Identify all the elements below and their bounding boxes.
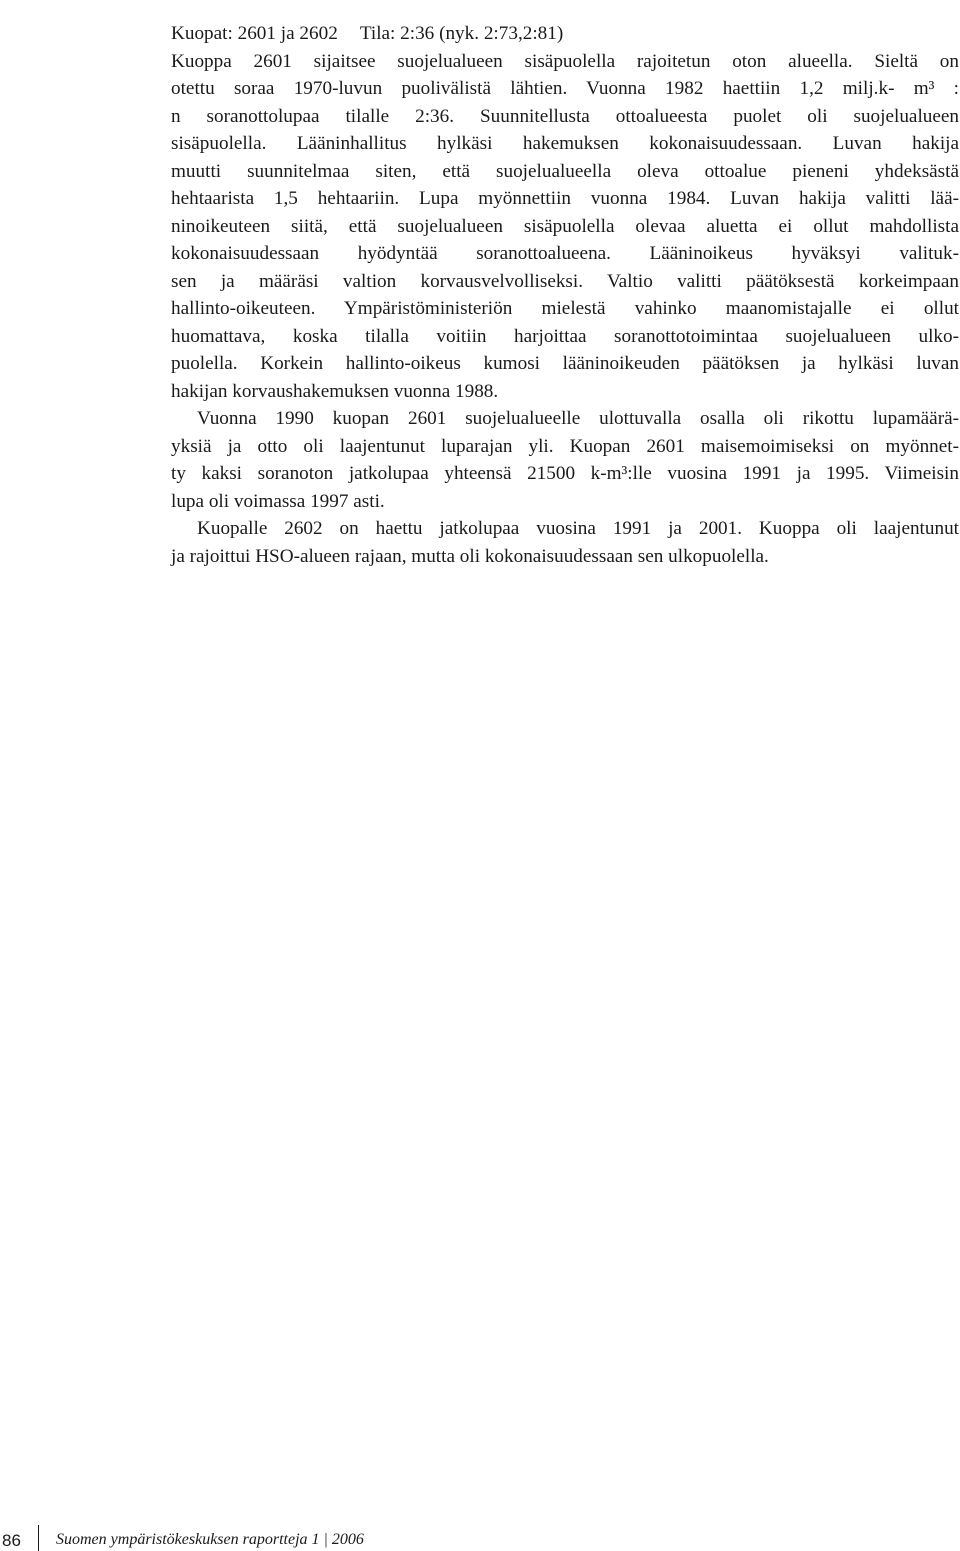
- paragraph-line: muutti suunnitelmaa siten, että suojelualueella oleva ottoalue pieneni yhdeksästä: [171, 160, 959, 182]
- paragraph-line: huomattava, koska tilalla voitiin harjoittaa soranottotoimintaa suojelualueen ulko-: [171, 325, 959, 347]
- paragraph-line: sen ja määräsi valtion korvausvelvolliseksi. Valtio valitti päätöksestä korkeimpaan: [171, 270, 959, 292]
- paragraph-line: puolella. Korkein hallinto-oikeus kumosi lääninoikeuden päätöksen ja hylkäsi luvan: [171, 353, 959, 374]
- heading-estate: Tila: 2:36 (nyk. 2:73,2:81): [359, 23, 564, 44]
- series-name: Suomen ympäristökeskuksen raportteja 1: [56, 1531, 320, 1548]
- paragraph-3: [171, 515, 959, 570]
- section-heading: [171, 20, 959, 48]
- paragraph-line: lupa oli voimassa 1997 asti.: [171, 490, 385, 512]
- paragraph-line: ninoikeuteen siitä, että suojelualueen sisäpuolella olevaa aluetta ei ollut mahdollista: [171, 215, 959, 237]
- paragraph-1: [171, 48, 959, 406]
- paragraph-line: ty kaksi soranoton jatkolupaa yhteensä 21500 k-m³:lle vuosina 1991 ja 1995. Viimeisin: [171, 463, 959, 484]
- paragraph-line: yksiä ja otto oli laajentunut luparajan yli. Kuopan 2601 maisemoimiseksi on myönnet-: [171, 435, 959, 457]
- page-number: 86: [2, 1531, 21, 1550]
- paragraph-line: hehtaarista 1,5 hehtaariin. Lupa myönnettiin vuonna 1984. Luvan hakija valitti lää-: [171, 188, 959, 209]
- paragraph-line: Kuoppa 2601 sijaitsee suojelualueen sisäpuolella rajoitetun oton alueella. Sieltä on: [171, 50, 959, 72]
- paragraph-line: sisäpuolella. Lääninhallitus hylkäsi hakemuksen kokonaisuudessaan. Luvan hakija: [171, 133, 959, 154]
- paragraph-line: otettu soraa 1970-luvun puolivälistä lähtien. Vuonna 1982 haettiin 1,2 milj.k- m³ :: [171, 78, 959, 99]
- paragraph-line: Vuonna 1990 kuopan 2601 suojelualueelle ulottuvalla osalla oli rikottu lupamäärä-: [197, 408, 959, 429]
- footer-series-title: [56, 1531, 364, 1549]
- paragraph-line: n soranottolupaa tilalle 2:36. Suunnitellusta ottoalueesta puolet oli suojelualueen: [171, 105, 959, 127]
- page-footer: [0, 1525, 960, 1551]
- paragraph-line: kokonaisuudessaan hyödyntää soranottoalueena. Lääninoikeus hyväksyi valituk-: [171, 243, 959, 264]
- paragraph-2: [171, 405, 959, 515]
- series-year: 2006: [331, 1531, 364, 1548]
- paragraph-line: ja rajoittui HSO-alueen rajaan, mutta oli kokonaisuudessaan sen ulkopuolella.: [171, 545, 769, 567]
- heading-pits: Kuopat: 2601 ja 2602: [171, 23, 338, 44]
- paragraph-line: hakijan korvaushakemuksen vuonna 1988.: [171, 380, 499, 402]
- paragraph-line: Kuopalle 2602 on haettu jatkolupaa vuosina 1991 ja 2001. Kuoppa oli laajentunut: [197, 518, 959, 539]
- series-separator: |: [319, 1531, 332, 1548]
- paragraph-line: hallinto-oikeuteen. Ympäristöministeriön mielestä vahinko maanomistajalle ei ollut: [171, 298, 959, 319]
- page-content: [171, 20, 959, 570]
- footer-divider: [38, 1525, 39, 1551]
